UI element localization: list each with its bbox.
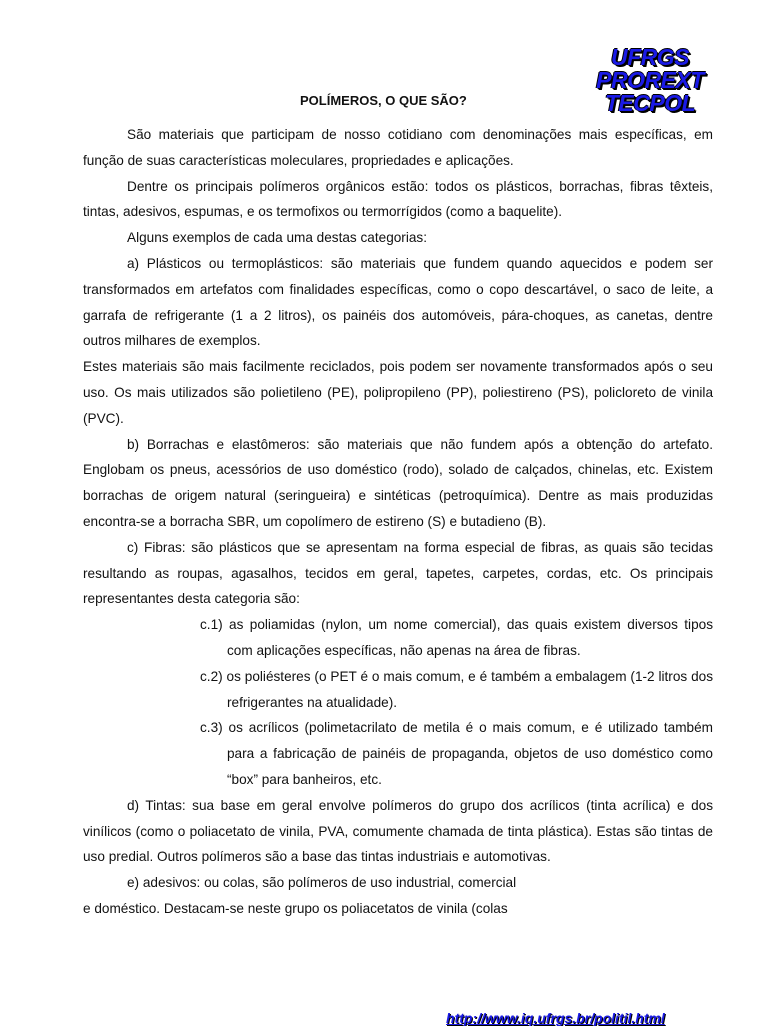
logo-line-1: UFRGS <box>611 44 689 70</box>
paragraph-examples-intro: Alguns exemplos de cada uma destas categorias: <box>127 230 427 246</box>
document-title: POLÍMEROS, O QUE SÃO? <box>300 93 467 108</box>
list-item-acrylics: c.3) os acrílicos (polimetacrilato de metila é o mais comum, e é utilizado também para a fabricação de painéis de propaganda, objetos de uso doméstico como “box” para banheiros, etc. <box>200 720 713 787</box>
paragraph-main-polymers: Dentre os principais polímeros orgânicos estão: todos os plásticos, borrachas, fibras têxteis, tintas, adesivos, espumas, e os termofixos ou termorrígidos (como a baquelite). <box>83 178 713 220</box>
paragraph-paints: d) Tintas: sua base em geral envolve polímeros do grupo dos acrílicos (tinta acrílica) e dos vinílicos (como o poliacetato de vinila, PVA, comumente chamada de tinta plástica). Estas são tintas de uso predial. Outros polímeros são a base das tintas industriais e automotivas. <box>83 797 713 865</box>
list-item-polyesters: c.2) os poliésteres (o PET é o mais comum, e é também a embalagem (1-2 litros dos refrigerantes na atualidade). <box>200 668 713 710</box>
paragraph-adhesives-continued: e doméstico. Destacam-se neste grupo os poliacetatos de vinila (colas <box>83 900 508 916</box>
paragraph-intro: São materiais que participam de nosso cotidiano com denominações mais específicas, em função de suas características moleculares, propriedades e aplicações. <box>83 127 713 168</box>
list-item-polyamides: c.1) as poliamidas (nylon, um nome comercial), das quais existem diversos tipos com aplicações específicas, não apenas na área de fibras. <box>200 617 713 658</box>
document-body <box>83 122 713 922</box>
paragraph-plastics: a) Plásticos ou termoplásticos: são materiais que fundem quando aquecidos e podem ser transformados em artefatos com finalidades específicas, como o copo descartável, o saco de leite, a garrafa de refrigerante (1 a 2 litros), os painéis dos automóveis, pára-choques, as canetas, dentre outros milhares de exemplos. <box>83 255 713 349</box>
logo-line-2: PROREXT <box>596 67 704 93</box>
paragraph-rubbers: b) Borrachas e elastômeros: são materiais que não fundem após a obtenção do artefato. Englobam os pneus, acessórios de uso doméstico (rodo), solado de calçados, chinelas, etc. Existem borrachas de origem natural (seringueira) e sintéticas (petroquímica). Dentre as mais produzidas encontra-se a borracha SBR, um copolímero de estireno (S) e butadieno (B). <box>83 436 713 529</box>
ufrgs-prorext-tecpol-logo <box>588 46 712 115</box>
paragraph-recycling: Estes materiais são mais facilmente reciclados, pois podem ser novamente transformados após o seu uso. Os mais utilizados são polietileno (PE), polipropileno (PP), poliestireno (PS), policloreto de vinila (PVC). <box>83 359 713 426</box>
paragraph-adhesives: e) adesivos: ou colas, são polímeros de uso industrial, comercial <box>127 875 517 891</box>
paragraph-fibers: c) Fibras: são plásticos que se apresentam na forma especial de fibras, as quais são tecidas resultando as roupas, agasalhos, tecidos em geral, tapetes, carpetes, cordas, etc. Os principais representantes desta categoria são: <box>83 539 713 607</box>
footer-url-link[interactable]: http://www.iq.ufrgs.br/politil.html <box>446 1010 665 1026</box>
logo-line-3: TECPOL <box>604 90 696 116</box>
